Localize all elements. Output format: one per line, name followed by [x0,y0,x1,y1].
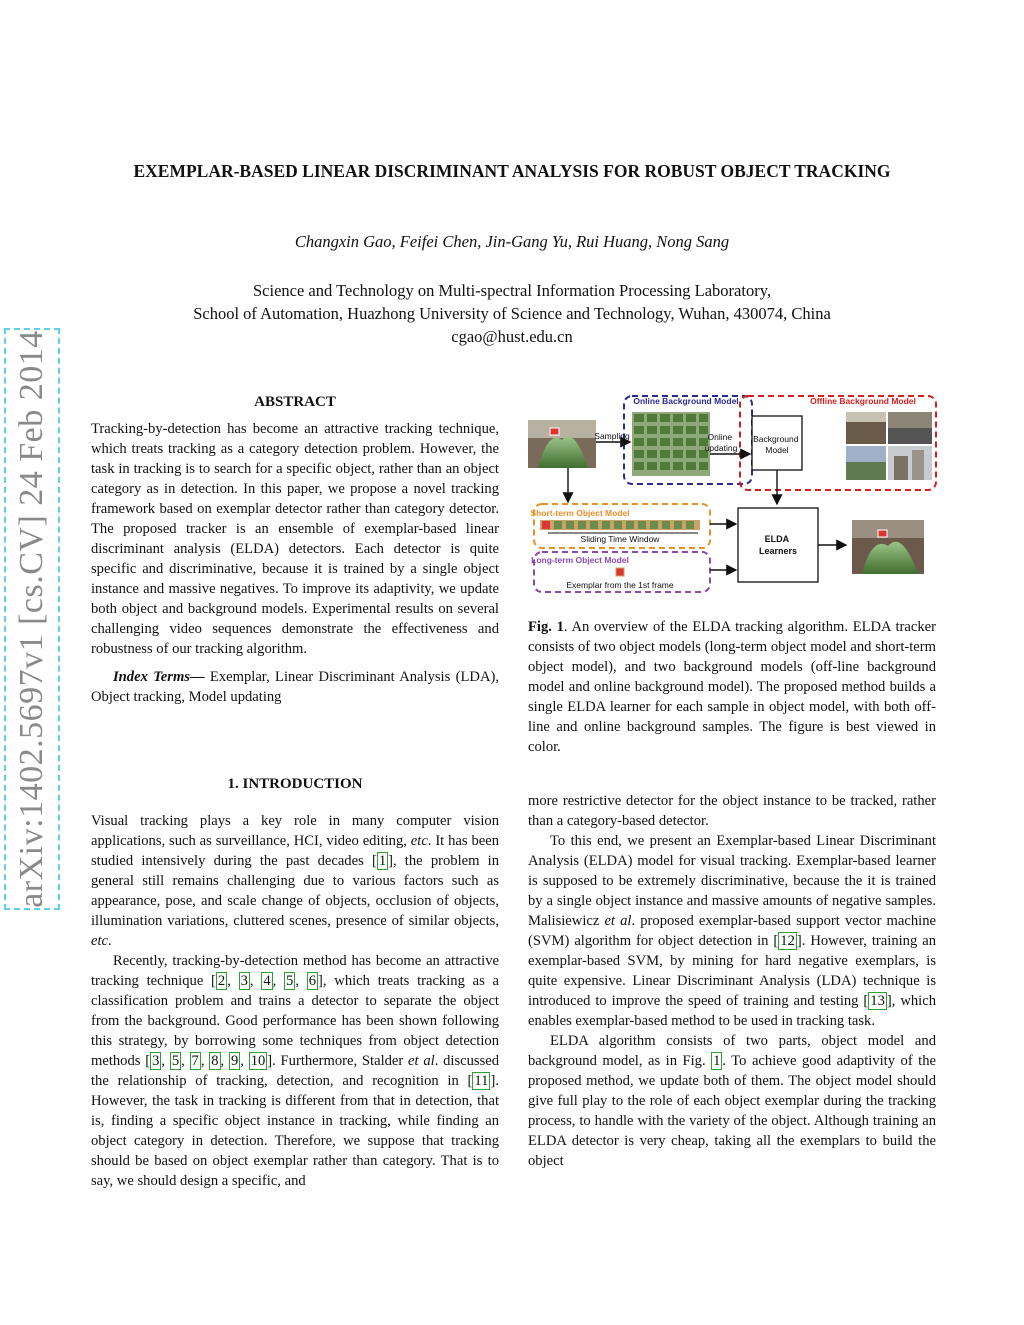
citation-link[interactable]: 12 [780,933,795,949]
author-list: Changxin Gao, Feifei Chen, Jin-Gang Yu, Rui Huang, Nong Sang [294,232,730,251]
online-sample-grid [632,412,710,476]
online-updating-label: Online updating [704,432,738,453]
citation-link[interactable]: 5 [171,1053,180,1069]
citation-link[interactable]: 1 [378,853,387,869]
intro-paragraph-2: Recently, tracking-by-detection method has become an attractive tracking technique [ 2 , 3 , 4 , 5 , 6 ], which treats tracking as a classification problem and trains a detector to separate the object from the background. Good performance has been shown following this strategy, by borrowing some techniques from object detection methods [ 3 , 5 , 7 , 8 , 9 , 10 ]. Furthermore, Stalder et al. discussed the relationship of tracking, detection, and recognition in [ 11 ]. However, the task in tracking is different from that in detection, that is, finding a specific object instance in tracking, while finding an object category in detection. Therefore, we suppose that tracking should be based on object exemplar rather than category. That is to say, we should design a specific, and [91,953,500,1189]
sampling-label: Sampling [594,431,630,441]
exemplar-label: Exemplar from the 1st frame [566,580,674,590]
citation-link[interactable]: 7 [191,1053,199,1069]
figure-caption [528,617,936,757]
right-column-body [528,791,936,1171]
exemplar-thumbnail [616,568,624,576]
affiliation-line-1: Science and Technology on Multi-spectral Information Processing Laboratory, [253,281,771,300]
figure-label: Fig. 1 [528,619,564,635]
citation-link[interactable]: 10 [250,1053,266,1069]
intro-body [91,811,499,1191]
index-terms-text: Exemplar, Linear Discriminant Analysis (LDA), Object tracking, Model updating [91,669,500,705]
affiliation [90,279,934,348]
elda-learners-label: ELDA Learners [758,534,798,556]
citation-link[interactable]: 9 [230,1053,239,1069]
elda-learners-box [738,508,818,582]
citation-link[interactable]: 3 [152,1053,160,1069]
citation-link[interactable]: 8 [211,1053,219,1069]
paper-title: EXEMPLAR-BASED LINEAR DISCRIMINANT ANALYSIS FOR ROBUST OBJECT TRACKING [133,161,891,181]
citation-link[interactable]: 3 [240,973,248,989]
email: cgao@hust.edu.cn [451,327,573,346]
short-term-label: Short-term Object Model [530,508,630,518]
right-paragraph-1: more restrictive detector for the object instance to be tracked, rather than a category-based detector. [528,793,936,829]
arxiv-stamp-text: arXiv:1402.5697v1 [cs.CV] 24 Feb 2014 [13,330,50,908]
citation-link[interactable]: 6 [308,973,317,989]
output-frame-image [852,520,924,574]
caption-text: . An overview of the ELDA tracking algorithm. ELDA tracker consists of two object models (long-term object model and short-term object model), and two background models (off-line background model and online background model). The proposed method builds a single ELDA learner for each sample in object model, with both off-line and online background samples. The figure is best viewed in color. [528,619,936,755]
input-frame-image [528,420,596,468]
figure-1 [528,390,938,598]
background-model-label: Background Model [753,434,799,455]
intro-paragraph-1: Visual tracking plays a key role in many computer vision applications, such as surveillance, HCI, video editing, etc. It has been studied intensively during the past decades [ 1 ], the problem in general still remains challenging due to various factors such as appearance, pose, and scale change of objects, occlusion of objects, illumination variations, cluttered scenes, presence of similar objects, etc. [91,813,500,949]
long-term-label: Long-term Object Model [531,555,629,565]
citation-link[interactable]: 5 [286,973,294,989]
offline-bg-label: Offline Background Model [810,396,916,406]
online-bg-label: Online Background Model [633,396,739,406]
citation-link[interactable]: 4 [263,973,271,989]
index-terms [91,667,499,707]
elda-overview-diagram [528,390,938,598]
arxiv-stamp [4,328,60,910]
right-paragraph-3: ELDA algorithm consists of two parts, object model and background model, as in Fig. 1 . To achieve good adaptivity of the proposed method, we update both of them. The object model should give full play to the role of each object exemplar during the tracking process, to handle with the variety of the object. Although training an ELDA detector is very cheap, taking all the exemplars to build the object [528,1033,936,1169]
affiliation-line-2: School of Automation, Huazhong University of Science and Technology, Wuhan, 430074, China [193,304,831,323]
citation-link[interactable]: 11 [474,1073,489,1089]
abstract-text: Tracking-by-detection has become an attractive tracking technique, which treats tracking as a category detection problem. However, the task in tracking is to search for a specific object, rather than an object category as in detection. In this paper, we propose a novel tracking framework based on exemplar detector rather than category detector. The proposed tracker is an ensemble of exemplar-based linear discriminant analysis (ELDA) detectors. Each detector is quite specific and discriminative, because it is trained by a single object instance and massive negatives. To improve its adaptivity, we update both object and background models. Experimental results on several challenging video sequences demonstrate the effectiveness and robustness of our tracking algorithm. [91,421,499,657]
citation-link[interactable]: 13 [870,993,885,1009]
figure-link[interactable]: 1 [713,1053,721,1069]
index-terms-label: Index Terms— [113,669,205,685]
sliding-window-label: Sliding Time Window [580,534,660,544]
offline-background-images [846,412,932,480]
right-paragraph-2: To this end, we present an Exemplar-based Linear Discriminant Analysis (ELDA) model for visual tracking. Exemplar-based learner is supposed to be extremely discriminative, because the it is trained by a single object instance and massive amounts of negative samples. Malisiewicz et al. proposed exemplar-based support vector machine (SVM) algorithm for object detection in [ 12 ]. However, training an exemplar-based SVM, by mining for hard negative exemplars, is quite expensive. Linear Discriminant Analysis (LDA) technique is introduced to improve the speed of training and testing [ 13 ], which enables exemplar-based method to be used in tracking task. [528,833,937,1029]
abstract-heading: ABSTRACT [254,394,336,410]
citation-link[interactable]: 2 [217,973,226,989]
short-term-frames [540,520,700,530]
intro-heading: 1. INTRODUCTION [227,776,363,792]
abstract-body [91,419,499,707]
